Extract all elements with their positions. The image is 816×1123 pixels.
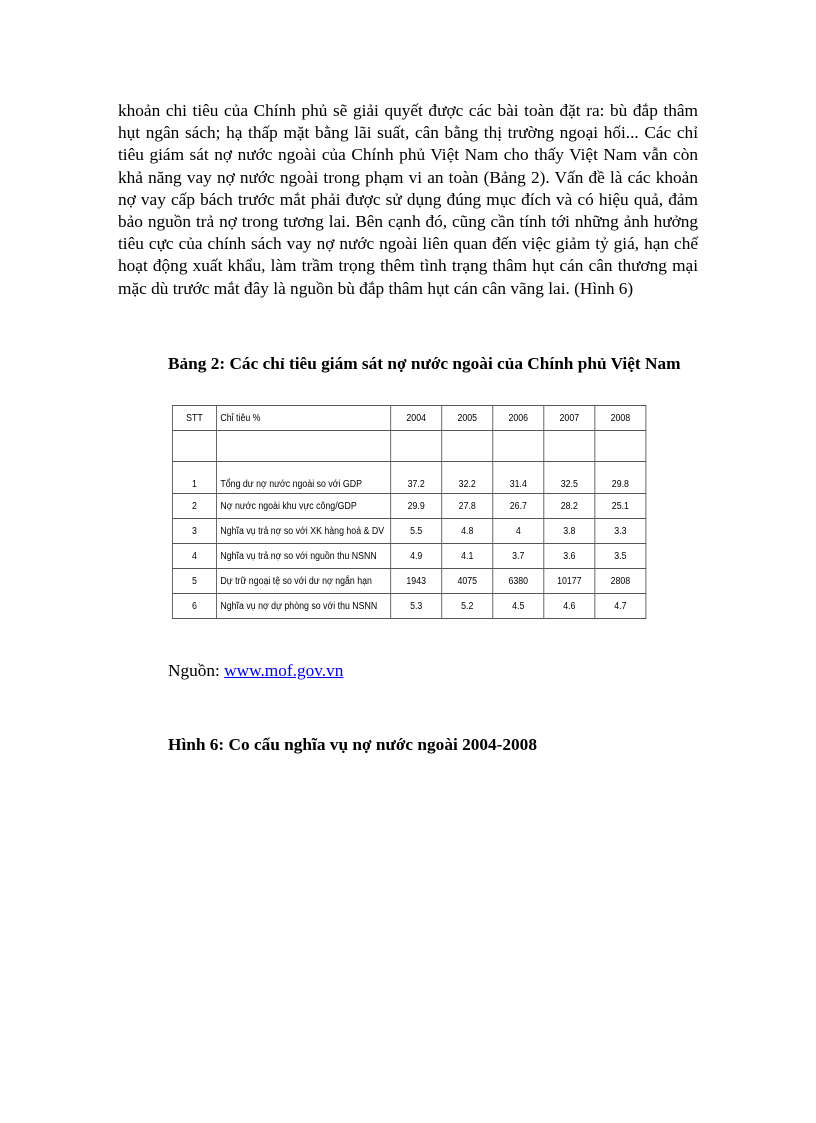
table-empty-cell	[493, 431, 544, 462]
table-row	[172, 594, 645, 619]
table-cell: 32.5	[544, 462, 595, 494]
table-cell: 3.6	[544, 544, 595, 569]
table-cell: 28.2	[544, 494, 595, 519]
table-header-cell: STT	[172, 406, 216, 431]
table-cell: 32.2	[442, 462, 493, 494]
table-header-cell: 2005	[442, 406, 493, 431]
table-cell: 31.4	[493, 462, 544, 494]
table-cell: 25.1	[595, 494, 646, 519]
table-cell: 1	[172, 462, 216, 494]
table-cell: 3.5	[595, 544, 646, 569]
table-cell: 4.6	[544, 594, 595, 619]
table-empty-cell	[216, 431, 390, 462]
table-header-row	[172, 406, 645, 431]
table-empty-cell	[544, 431, 595, 462]
table-cell: 29.8	[595, 462, 646, 494]
table-cell: 37.2	[391, 462, 442, 494]
source-label: Nguồn:	[168, 661, 225, 680]
table-header-cell: 2006	[493, 406, 544, 431]
source-line	[168, 661, 343, 681]
table-cell: 2808	[595, 569, 646, 594]
table-cell: 4.1	[442, 544, 493, 569]
table-cell: 3.8	[544, 519, 595, 544]
table-row	[172, 519, 645, 544]
table-row	[172, 544, 645, 569]
table-cell: Dự trữ ngoại tệ so với dư nợ ngắn hạn	[216, 569, 390, 594]
table-cell: 27.8	[442, 494, 493, 519]
table-cell: 4.7	[595, 594, 646, 619]
source-link[interactable]: www.mof.gov.vn	[224, 661, 344, 680]
table-header-cell: 2004	[391, 406, 442, 431]
table-cell: 29.9	[391, 494, 442, 519]
body-paragraph: khoản chi tiêu của Chính phủ sẽ giải quyết được các bài toàn đặt ra: bù đắp thâm hụt ngân sách; hạ thấp mặt bằng lãi suất, cân bằng thị trường ngoại hối... Các chỉ tiêu giám sát nợ nước ngoài của Chính phủ Việt Nam cho thấy Việt Nam vẫn còn khả năng vay nợ nước ngoài trong phạm vi an toàn (Bảng 2). Vấn đề là các khoản nợ vay cấp bách trước mắt phải được sử dụng đúng mục đích và có hiệu quả, đảm bảo nguồn trả nợ trong tương lai. Bên cạnh đó, cũng cần tính tới những ảnh hưởng tiêu cực của chính sách vay nợ nước ngoài liên quan đến việc giảm tỷ giá, hạn chế hoạt động xuất khẩu, làm trầm trọng thêm tình trạng thâm hụt cán cân thương mại mặc dù trước mắt đây là nguồn bù đắp thâm hụt cán cân vãng lai. (Hình 6)	[118, 101, 698, 298]
table-blank-row	[172, 431, 645, 462]
table-cell: Nghĩa vụ trả nợ so với XK hàng hoá & DV	[216, 519, 390, 544]
table-cell: 4	[493, 519, 544, 544]
table-cell: 4.9	[391, 544, 442, 569]
table-cell: 6	[172, 594, 216, 619]
table-cell: Nghĩa vụ trả nợ so với nguồn thu NSNN	[216, 544, 390, 569]
table-empty-cell	[172, 431, 216, 462]
table-empty-cell	[595, 431, 646, 462]
table-cell: 5	[172, 569, 216, 594]
table-cell: 2	[172, 494, 216, 519]
table-header-cell: 2008	[595, 406, 646, 431]
table-cell: Tổng dư nợ nước ngoài so với GDP	[216, 462, 390, 494]
table-cell: 4.5	[493, 594, 544, 619]
table-cell: 3.3	[595, 519, 646, 544]
table-caption: Bảng 2: Các chỉ tiêu giám sát nợ nước ngoài của Chính phủ Việt Nam	[168, 354, 681, 373]
table-empty-cell	[442, 431, 493, 462]
table-cell: 6380	[493, 569, 544, 594]
table-cell: 4	[172, 544, 216, 569]
table-cell: 10177	[544, 569, 595, 594]
figure-caption: Hình 6: Co cấu nghĩa vụ nợ nước ngoài 2004-2008	[168, 735, 537, 754]
table-header-cell: Chỉ tiêu %	[216, 406, 390, 431]
table-cell: 4075	[442, 569, 493, 594]
table-cell: Nợ nước ngoài khu vực công/GDP	[216, 494, 390, 519]
table-cell: 3	[172, 519, 216, 544]
debt-indicators-table	[172, 405, 646, 619]
table-empty-cell	[391, 431, 442, 462]
table-cell: 1943	[391, 569, 442, 594]
table-row	[172, 494, 645, 519]
table-cell: 5.3	[391, 594, 442, 619]
table-cell: 3.7	[493, 544, 544, 569]
table-cell: 4.8	[442, 519, 493, 544]
table-row	[172, 569, 645, 594]
table-cell: 5.5	[391, 519, 442, 544]
table-cell: 5.2	[442, 594, 493, 619]
table-cell: 26.7	[493, 494, 544, 519]
table-row	[172, 462, 645, 494]
table-header-cell: 2007	[544, 406, 595, 431]
table-cell: Nghĩa vụ nợ dự phòng so với thu NSNN	[216, 594, 390, 619]
